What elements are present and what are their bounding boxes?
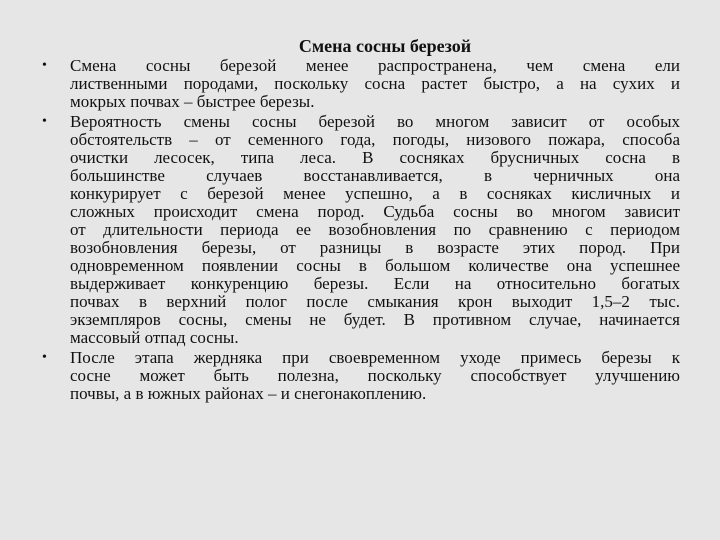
text-line: обстоятельств – от семенного года, погоды, низового пожара, способа <box>70 130 680 149</box>
text-line: очистки лесосек, типа леса. В сосняках брусничных сосна в <box>70 148 680 167</box>
bullet-item <box>40 349 680 403</box>
text-line: сосне может быть полезна, поскольку способствует улучшению <box>70 366 680 385</box>
bullet-icon: • <box>42 114 47 129</box>
text-line: После этапа жердняка при своевременном уходе примесь березы к <box>70 348 680 367</box>
text-line: мокрых почвах – быстрее березы. <box>70 92 315 111</box>
text-line: лиственными породами, поскольку сосна растет быстро, а на сухих и <box>70 74 680 93</box>
bullet-icon: • <box>42 350 47 365</box>
bullet-list <box>40 57 680 405</box>
text-line: конкурирует с березой менее успешно, а в сосняках кисличных и <box>70 184 680 203</box>
bullet-icon: • <box>42 58 47 73</box>
text-line: большинстве случаев восстанавливается, в черничных она <box>70 166 680 185</box>
text-line: массовый отпад сосны. <box>70 328 239 347</box>
text-line: экземпляров сосны, смены не будет. В противном случае, начинается <box>70 310 680 329</box>
text-line: возобновления березы, от разницы в возрасте этих пород. При <box>70 238 680 257</box>
bullet-item <box>40 57 680 111</box>
text-line: Смена сосны березой менее распространена, чем смена ели <box>70 56 680 75</box>
text-line: сложных происходит смена пород. Судьба сосны во многом зависит <box>70 202 680 221</box>
text-line: от длительности периода ее возобновления по сравнению с периодом <box>70 220 680 239</box>
text-line: выдерживает конкуренцию березы. Если на относительно богатых <box>70 274 680 293</box>
text-line: почвы, а в южных районах – и снегонакоплению. <box>70 384 427 403</box>
text-line: почвах в верхний полог после смыкания крон выходит 1,5–2 тыс. <box>70 292 680 311</box>
slide-title: Смена сосны березой <box>298 36 472 56</box>
bullet-item <box>40 113 680 347</box>
text-line: Вероятность смены сосны березой во многом зависит от особых <box>70 112 680 131</box>
text-line: одновременном появлении сосны в большом количестве она успешнее <box>70 256 680 275</box>
